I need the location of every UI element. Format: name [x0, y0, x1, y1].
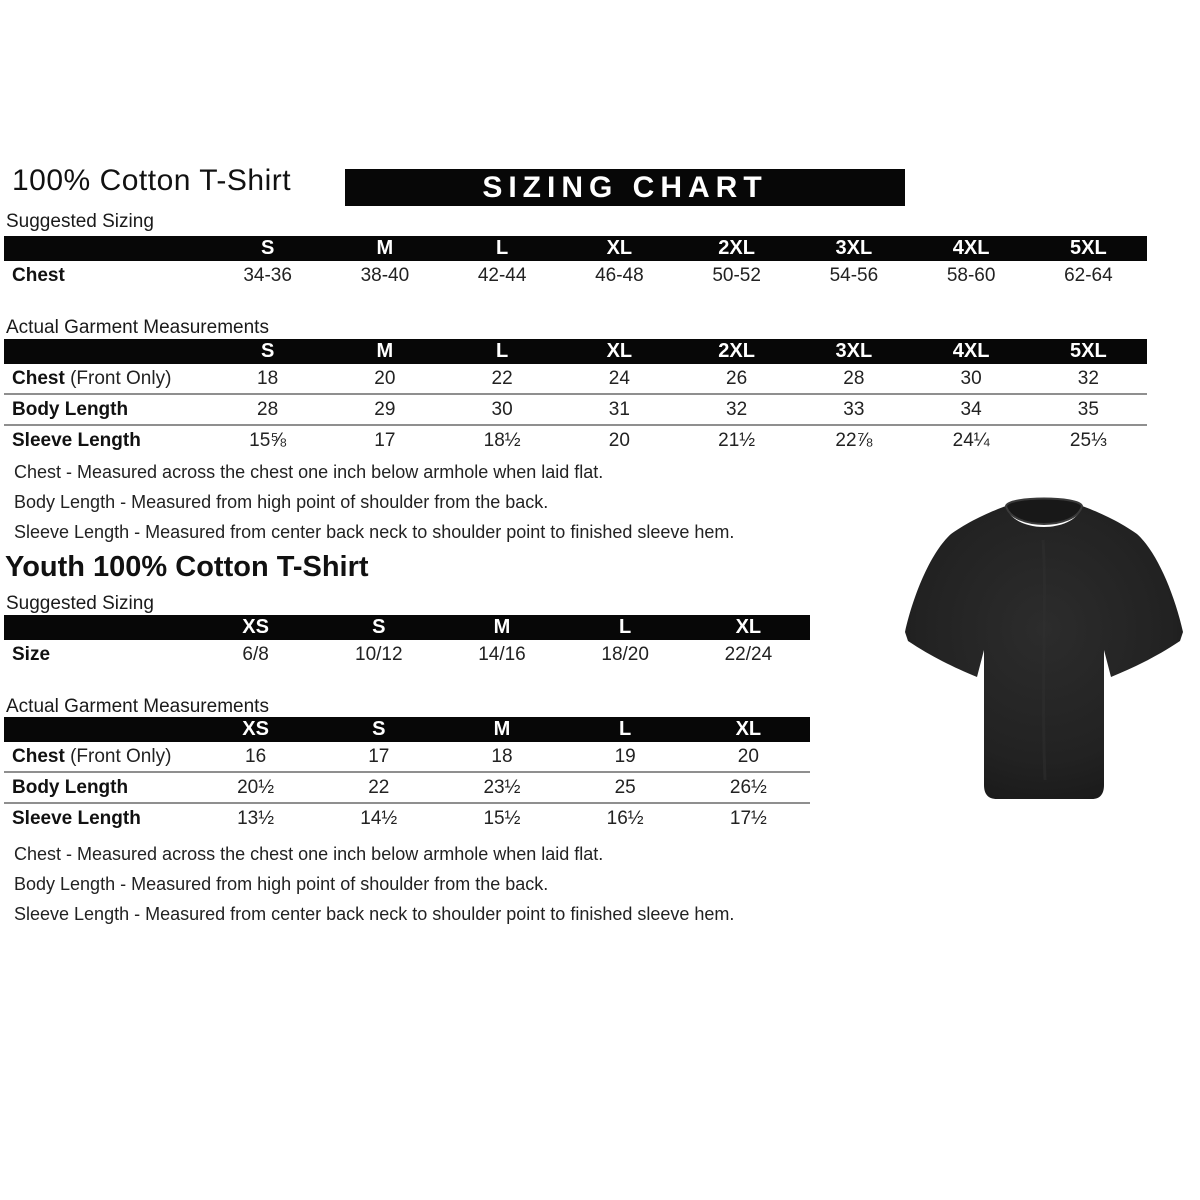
measurement-cell: 17 [326, 425, 443, 455]
row-label: Chest [12, 367, 65, 389]
size-column-header: 4XL [913, 339, 1030, 364]
measurement-cell: 24 [608, 367, 630, 389]
size-column-header: XL [687, 717, 810, 742]
youth-suggested-sizing-table [4, 615, 810, 669]
row-label-cell [4, 772, 194, 803]
measurement-cell: 25⅓ [1030, 425, 1147, 455]
measurement-cell: 18½ [444, 425, 561, 455]
measurement-row [4, 742, 810, 772]
measurement-cell: 18/20 [601, 643, 649, 665]
youth-measurement-notes [14, 844, 734, 934]
adult-measurement-notes [14, 462, 734, 552]
adult-garment-measurements-table [4, 339, 1147, 455]
header-corner-cell [4, 615, 194, 640]
size-column-header: XL [561, 339, 678, 364]
youth-garment-measurements-table [4, 717, 810, 833]
tshirt-collar [1006, 499, 1082, 525]
measurement-cell: 30 [960, 367, 982, 389]
measurement-cell: 42-44 [477, 264, 527, 286]
size-column-header: L [444, 236, 561, 261]
measurement-cell: 20 [374, 367, 396, 389]
measurement-cell: 23½ [440, 772, 563, 803]
size-column-header: L [564, 615, 687, 640]
header-corner-cell [4, 236, 209, 261]
measurement-cell: 14/16 [478, 643, 526, 665]
size-header-row [4, 339, 1147, 364]
size-column-header: XL [687, 615, 810, 640]
measurement-cell: 13½ [194, 803, 317, 833]
measurement-cell: 22 [317, 772, 440, 803]
measurement-cell: 20 [561, 425, 678, 455]
measurement-cell: 15⅝ [209, 425, 326, 455]
measurement-cell: 54-56 [829, 264, 879, 286]
row-label: Chest [12, 745, 65, 767]
measurement-cell: 62-64 [1064, 264, 1113, 286]
sizing-chart-banner: SIZING CHART [345, 169, 905, 206]
measurement-row [4, 640, 810, 669]
measurement-cell: 22 [491, 367, 513, 389]
youth-garment-measurements-label: Actual Garment Measurements [6, 696, 269, 717]
size-column-header: 5XL [1030, 236, 1147, 261]
measurement-cell: 35 [1030, 394, 1147, 425]
size-header-row [4, 615, 810, 640]
row-label-cell [4, 803, 194, 833]
measurement-row [4, 261, 1147, 290]
measurement-cell: 28 [843, 367, 865, 389]
black-tshirt-graphic [893, 480, 1193, 810]
size-column-header: 3XL [795, 236, 912, 261]
measurement-cell: 17½ [687, 803, 810, 833]
measurement-cell: 15½ [440, 803, 563, 833]
measurement-cell: 32 [1077, 367, 1099, 389]
size-column-header: L [444, 339, 561, 364]
measurement-row [4, 425, 1147, 455]
row-label-cell [4, 425, 209, 455]
tshirt-crease [1043, 540, 1045, 780]
measurement-cell: 18 [257, 367, 279, 389]
size-column-header: M [326, 236, 443, 261]
measurement-row [4, 364, 1147, 394]
size-header-row [4, 717, 810, 742]
measurement-cell: 16½ [564, 803, 687, 833]
measurement-cell: 46-48 [595, 264, 644, 286]
size-column-header: XL [561, 236, 678, 261]
size-column-header: 4XL [913, 236, 1030, 261]
row-label-note: (Front Only) [64, 367, 172, 389]
measurement-cell: 26½ [687, 772, 810, 803]
row-label: Chest [12, 264, 65, 286]
measurement-cell: 26 [726, 367, 748, 389]
measurement-cell: 20 [737, 745, 759, 767]
size-column-header: 3XL [795, 339, 912, 364]
sleeve-length-note: Sleeve Length - Measured from center back neck to shoulder point to finished sleeve hem. [14, 904, 735, 924]
measurement-cell: 21½ [678, 425, 795, 455]
youth-section-title: Youth 100% Cotton T-Shirt [5, 551, 369, 583]
measurement-cell: 33 [795, 394, 912, 425]
size-column-header: 2XL [678, 236, 795, 261]
row-label: Sleeve Length [12, 807, 141, 829]
measurement-cell: 28 [209, 394, 326, 425]
size-column-header: XS [194, 717, 317, 742]
size-column-header: M [326, 339, 443, 364]
adult-garment-measurements-label: Actual Garment Measurements [6, 317, 269, 338]
chest-note: Chest - Measured across the chest one inch below armhole when laid flat. [14, 462, 604, 482]
size-column-header: M [440, 717, 563, 742]
measurement-cell: 29 [326, 394, 443, 425]
measurement-cell: 30 [444, 394, 561, 425]
row-label: Sleeve Length [12, 429, 141, 451]
sleeve-length-note: Sleeve Length - Measured from center back neck to shoulder point to finished sleeve hem. [14, 522, 735, 542]
size-column-header: XS [194, 615, 317, 640]
adult-suggested-sizing-label: Suggested Sizing [6, 211, 154, 232]
row-label: Body Length [12, 776, 129, 798]
measurement-cell: 58-60 [946, 264, 996, 286]
row-label: Body Length [12, 398, 129, 420]
measurement-cell: 16 [245, 745, 267, 767]
size-column-header: S [209, 236, 326, 261]
measurement-cell: 6/8 [242, 643, 269, 665]
youth-suggested-sizing-label: Suggested Sizing [6, 593, 154, 614]
size-column-header: L [564, 717, 687, 742]
body-length-note: Body Length - Measured from high point of shoulder from the back. [14, 492, 549, 512]
measurement-cell: 50-52 [712, 264, 761, 286]
header-corner-cell [4, 339, 209, 364]
measurement-cell: 18 [491, 745, 513, 767]
measurement-cell: 14½ [317, 803, 440, 833]
body-length-note: Body Length - Measured from high point of shoulder from the back. [14, 874, 549, 894]
size-column-header: S [209, 339, 326, 364]
measurement-cell: 25 [564, 772, 687, 803]
measurement-cell: 34 [913, 394, 1030, 425]
measurement-row [4, 772, 810, 803]
measurement-cell: 19 [614, 745, 636, 767]
measurement-cell: 10/12 [355, 643, 403, 665]
measurement-cell: 32 [678, 394, 795, 425]
row-label-note: (Front Only) [64, 745, 172, 767]
measurement-cell: 38-40 [360, 264, 410, 286]
measurement-cell: 22/24 [724, 643, 773, 665]
row-label-cell [4, 364, 209, 394]
measurement-row [4, 394, 1147, 425]
size-column-header: 5XL [1030, 339, 1147, 364]
adult-suggested-sizing-table [4, 236, 1147, 290]
tshirt-image [893, 480, 1193, 815]
row-label-cell [4, 640, 194, 669]
measurement-cell: 20½ [194, 772, 317, 803]
measurement-cell: 34-36 [243, 264, 292, 286]
measurement-cell: 22⅞ [795, 425, 912, 455]
size-header-row [4, 236, 1147, 261]
measurement-cell: 24¼ [913, 425, 1030, 455]
measurement-row [4, 803, 810, 833]
row-label-cell [4, 261, 209, 290]
adult-section-title: 100% Cotton T-Shirt [12, 164, 292, 197]
measurement-cell: 17 [368, 745, 390, 767]
row-label-cell [4, 394, 209, 425]
size-column-header: 2XL [678, 339, 795, 364]
row-label-cell [4, 742, 194, 772]
size-column-header: M [440, 615, 563, 640]
row-label: Size [12, 643, 51, 665]
size-column-header: S [317, 717, 440, 742]
header-corner-cell [4, 717, 194, 742]
measurement-cell: 31 [561, 394, 678, 425]
chest-note: Chest - Measured across the chest one inch below armhole when laid flat. [14, 844, 604, 864]
size-column-header: S [317, 615, 440, 640]
